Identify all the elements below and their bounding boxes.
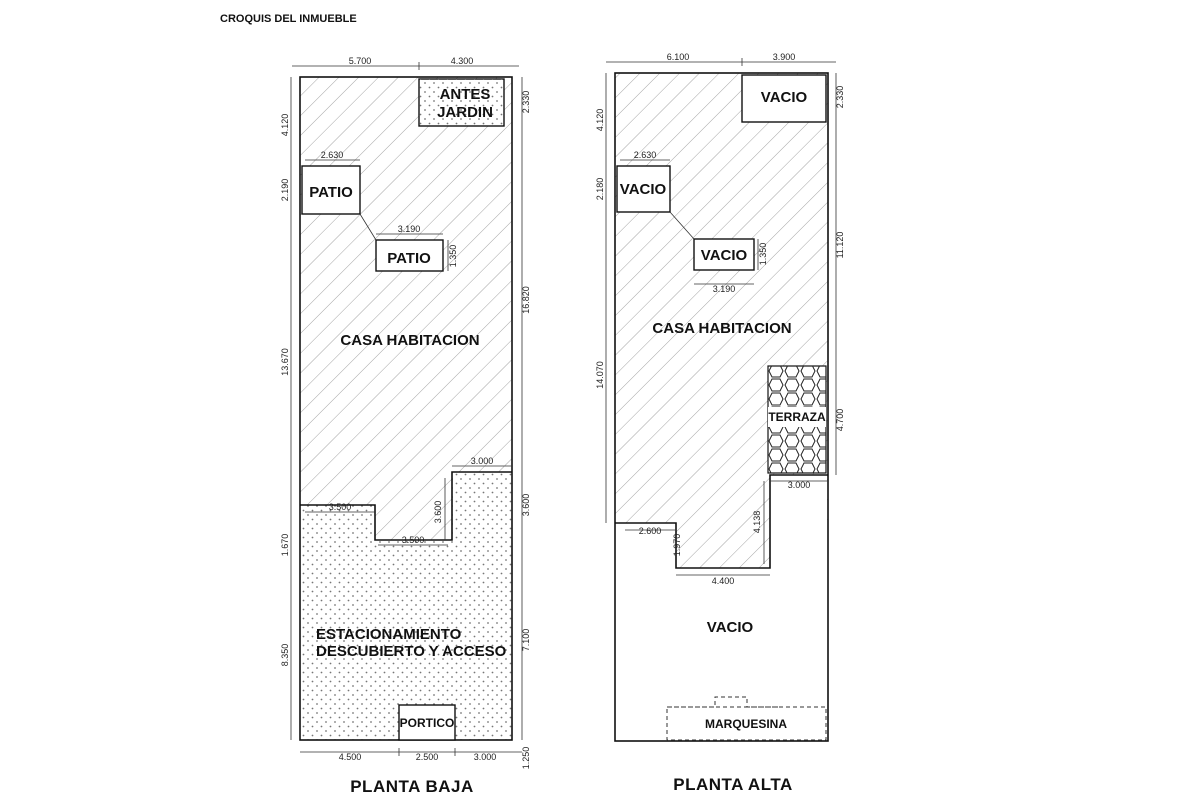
pa-dim-terraza-w: 3.000 [787, 480, 811, 490]
pb-dim-park-step-w: 3.500 [401, 535, 425, 545]
pb-dim-left-park: 1.670 [280, 533, 290, 557]
antes-label: ANTES [439, 86, 491, 103]
pa-dim-top-right: 3.900 [772, 52, 796, 62]
pb-dim-park-left-w: 3.500 [328, 502, 352, 512]
patio-a-label: PATIO [309, 184, 353, 201]
vacio-bottom-label: VACIO [706, 619, 754, 636]
pb-dim-top-left: 5.700 [348, 56, 372, 66]
pb-dim-right-bottom: 7.100 [521, 628, 531, 652]
pa-dim-vacio-mid-h: 1.350 [758, 242, 768, 266]
patio-b-label: PATIO [387, 250, 431, 267]
pa-dim-top-left: 6.100 [666, 52, 690, 62]
pb-dim-patio-a-h: 2.190 [280, 178, 290, 202]
pa-dim-step-left-w: 2.600 [638, 526, 662, 536]
planta-baja-plan [280, 56, 531, 796]
casa-habitacion-alta-label: CASA HABITACION [652, 320, 792, 337]
pb-dim-bottom-left: 4.500 [338, 752, 362, 762]
planta-baja-title: PLANTA BAJA [350, 777, 474, 796]
pa-dim-right-total: 11.120 [835, 231, 845, 259]
pa-dim-bottom-w: 4.400 [711, 576, 735, 586]
marquesina-label: MARQUESINA [704, 717, 788, 731]
planta-alta-plan [595, 52, 845, 794]
pa-dim-right-top: 2.330 [835, 85, 845, 109]
pb-dim-patio-b-h: 1.350 [448, 244, 458, 268]
terraza-label: TERRAZA [768, 410, 826, 424]
pb-dim-patio-b-w: 3.190 [397, 224, 421, 234]
estacionamiento-label: ESTACIONAMIENTO [316, 626, 462, 643]
vacio-mid-label: VACIO [700, 247, 748, 264]
pb-dim-right-top: 2.330 [521, 90, 531, 114]
jardin-label: JARDIN [437, 104, 493, 121]
vacio-top-label: VACIO [760, 89, 808, 106]
planta-alta-title: PLANTA ALTA [673, 775, 793, 794]
pa-dim-left-total: 14.070 [595, 361, 605, 389]
vacio-left-label: VACIO [619, 181, 667, 198]
pa-dim-vacio-left-w: 2.630 [633, 150, 657, 160]
pb-dim-park-step-h: 3.600 [433, 500, 443, 524]
portico-label: PORTICO [399, 716, 455, 730]
pa-dim-step-h: 4.138 [752, 510, 762, 534]
pb-dim-left-top: 4.120 [280, 113, 290, 137]
pa-dim-vacio-left-h: 2.180 [595, 177, 605, 201]
pb-dim-park-right-w: 3.000 [470, 456, 494, 466]
pb-dim-left-mid: 13.670 [280, 348, 290, 376]
pb-dim-right-total: 16.820 [521, 286, 531, 314]
pb-dim-bottom-mid: 2.500 [415, 752, 439, 762]
casa-habitacion-label: CASA HABITACION [340, 332, 480, 349]
pb-dim-bottom-corner: 1.250 [521, 746, 531, 770]
pb-dim-bottom-right: 3.000 [473, 752, 497, 762]
pa-dim-terraza-h: 4.700 [835, 408, 845, 432]
sketch-header: CROQUIS DEL INMUEBLE [220, 13, 357, 25]
casa-habitacion-area [300, 77, 512, 540]
pa-dim-left-top: 4.120 [595, 108, 605, 132]
pb-dim-top-right: 4.300 [450, 56, 474, 66]
pa-dim-step-left-h: 1.970 [672, 533, 682, 557]
descubierto-label: DESCUBIERTO Y ACCESO [316, 643, 507, 660]
pb-dim-left-bottom: 8.350 [280, 643, 290, 667]
pb-dim-right-park: 3.600 [521, 493, 531, 517]
pa-dim-vacio-mid-w: 3.190 [712, 284, 736, 294]
pb-dim-patio-a-w: 2.630 [320, 150, 344, 160]
